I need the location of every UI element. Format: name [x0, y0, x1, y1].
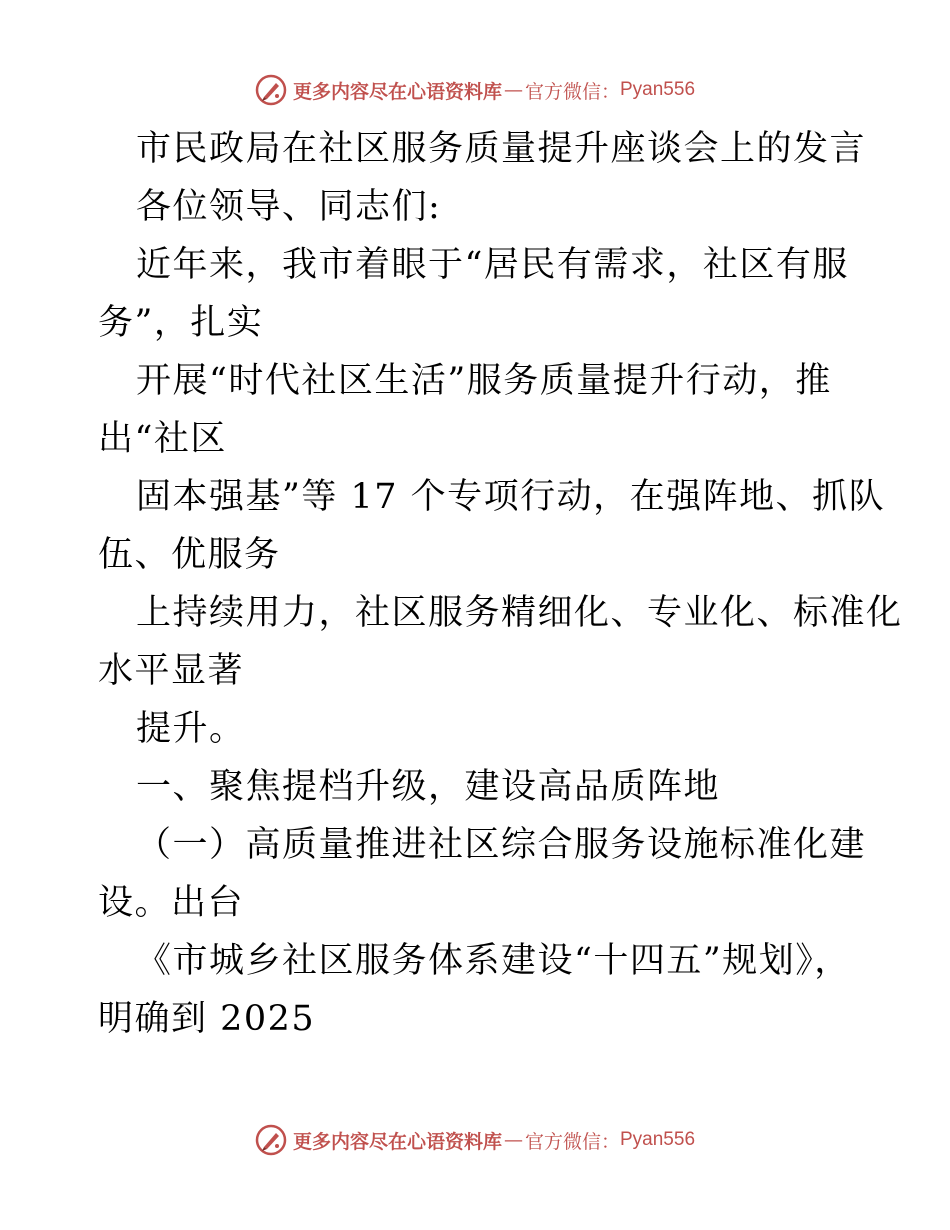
- watermark-wechat-id: Pyan556: [620, 79, 696, 100]
- paragraph-line: 固本强基”等 17 个专项行动，在强阵地、抓队: [136, 477, 886, 517]
- paragraph-line: 水平显著: [98, 651, 245, 691]
- watermark-site: 更多内容尽在心语资料库: [292, 1130, 502, 1153]
- section-heading: 一、聚焦提档升级，建设高品质阵地: [136, 767, 721, 807]
- pen-logo-icon: [255, 1124, 287, 1156]
- watermark-dash: —: [503, 79, 523, 101]
- watermark-header: [0, 70, 950, 110]
- watermark-site: 更多内容尽在心语资料库: [292, 80, 502, 103]
- paragraph-line: 《市城乡社区服务体系建设“十四五”规划》，: [136, 941, 851, 981]
- watermark-dash: —: [503, 1129, 523, 1151]
- paragraph-line: 设。出台: [98, 883, 245, 923]
- paragraph-line: 提升。: [136, 709, 246, 749]
- paragraph-line: 明确到 2025: [98, 999, 316, 1039]
- salutation: 各位领导、同志们:: [136, 187, 442, 227]
- paragraph-line: 出“社区: [98, 419, 227, 459]
- document-title: 市民政局在社区服务质量提升座谈会上的发言: [136, 129, 867, 169]
- watermark-text: [293, 77, 695, 104]
- subsection-heading: （一）高质量推进社区综合服务设施标准化建: [136, 825, 867, 865]
- watermark-label: 官方微信：: [524, 80, 620, 103]
- paragraph-line: 务”，扎实: [98, 303, 264, 343]
- watermark-wechat-id: Pyan556: [620, 1129, 696, 1150]
- watermark-text: [293, 1127, 695, 1154]
- watermark-label: 官方微信：: [524, 1130, 620, 1153]
- watermark-footer: [0, 1120, 950, 1160]
- document-body: [98, 120, 903, 1048]
- paragraph-line: 开展“时代社区生活”服务质量提升行动，推: [136, 361, 832, 401]
- paragraph-line: 近年来，我市着眼于“居民有需求，社区有服: [136, 245, 849, 285]
- pen-logo-icon: [255, 74, 287, 106]
- paragraph-line: 上持续用力，社区服务精细化、专业化、标准化: [136, 593, 903, 633]
- paragraph-line: 伍、优服务: [98, 535, 281, 575]
